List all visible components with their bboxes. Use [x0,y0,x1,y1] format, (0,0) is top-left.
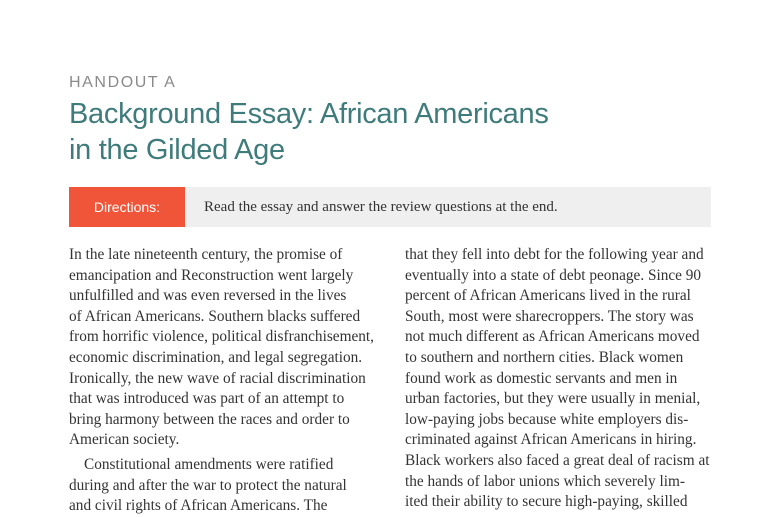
text-line: Constitutional amendments were ratified [84,455,334,473]
text-line: In the late nineteenth century, the promise of [69,246,343,263]
text-line: Ironically, the new wave of racial discrimination [69,369,366,387]
text-line: that they fell into debt for the following year and [405,246,704,263]
text-line: criminated against African Americans in hiring. [405,431,697,449]
essay-right-column [405,245,715,513]
text-line: found work as domestic servants and men in [405,369,678,387]
text-line: eventually into a state of debt peonage. Since 90 [405,266,702,284]
text-line: low-paying jobs because white employers dis- [405,410,689,428]
page-title [69,96,549,168]
text-line: American society. [69,431,180,449]
directions-label: Directions: [69,187,185,227]
essay-left-column [69,245,389,517]
title-line: in the Gilded Age [69,134,285,166]
text-line: from horrific violence, political disfranchisement, [69,328,374,346]
text-line: economic discrimination, and legal segregation. [69,348,363,366]
title-line: Background Essay: African Americans [69,98,549,130]
text-line: not much different as African Americans moved [405,328,700,346]
text-line: the hands of labor unions which severely lim- [405,472,685,490]
text-line: that was introduced was part of an attempt to [69,390,345,408]
text-line: percent of African Americans lived in the rural [405,287,691,305]
directions-bar [69,187,711,227]
text-line: ited their ability to secure high-paying, skilled [405,493,688,511]
text-line: South, most were sharecroppers. The story was [405,307,694,325]
text-line: urban factories, but they were usually in menial, [405,390,701,408]
handout-label: HANDOUT A [69,74,177,91]
text-line: Black workers also faced a great deal of racism at [405,451,710,469]
text-line: during and after the war to protect the natural [69,476,347,494]
text-line: unfulfilled and was even reversed in the lives [69,287,347,305]
text-line: emancipation and Reconstruction went largely [69,266,354,284]
text-line: bring harmony between the races and order to [69,410,350,428]
text-line: of African Americans. Southern blacks suffered [69,307,361,325]
directions-text: Read the essay and answer the review questions at the end. [204,199,558,215]
text-line: and civil rights of African Americans. The [69,497,328,515]
text-line: to southern and northern cities. Black women [405,348,684,366]
